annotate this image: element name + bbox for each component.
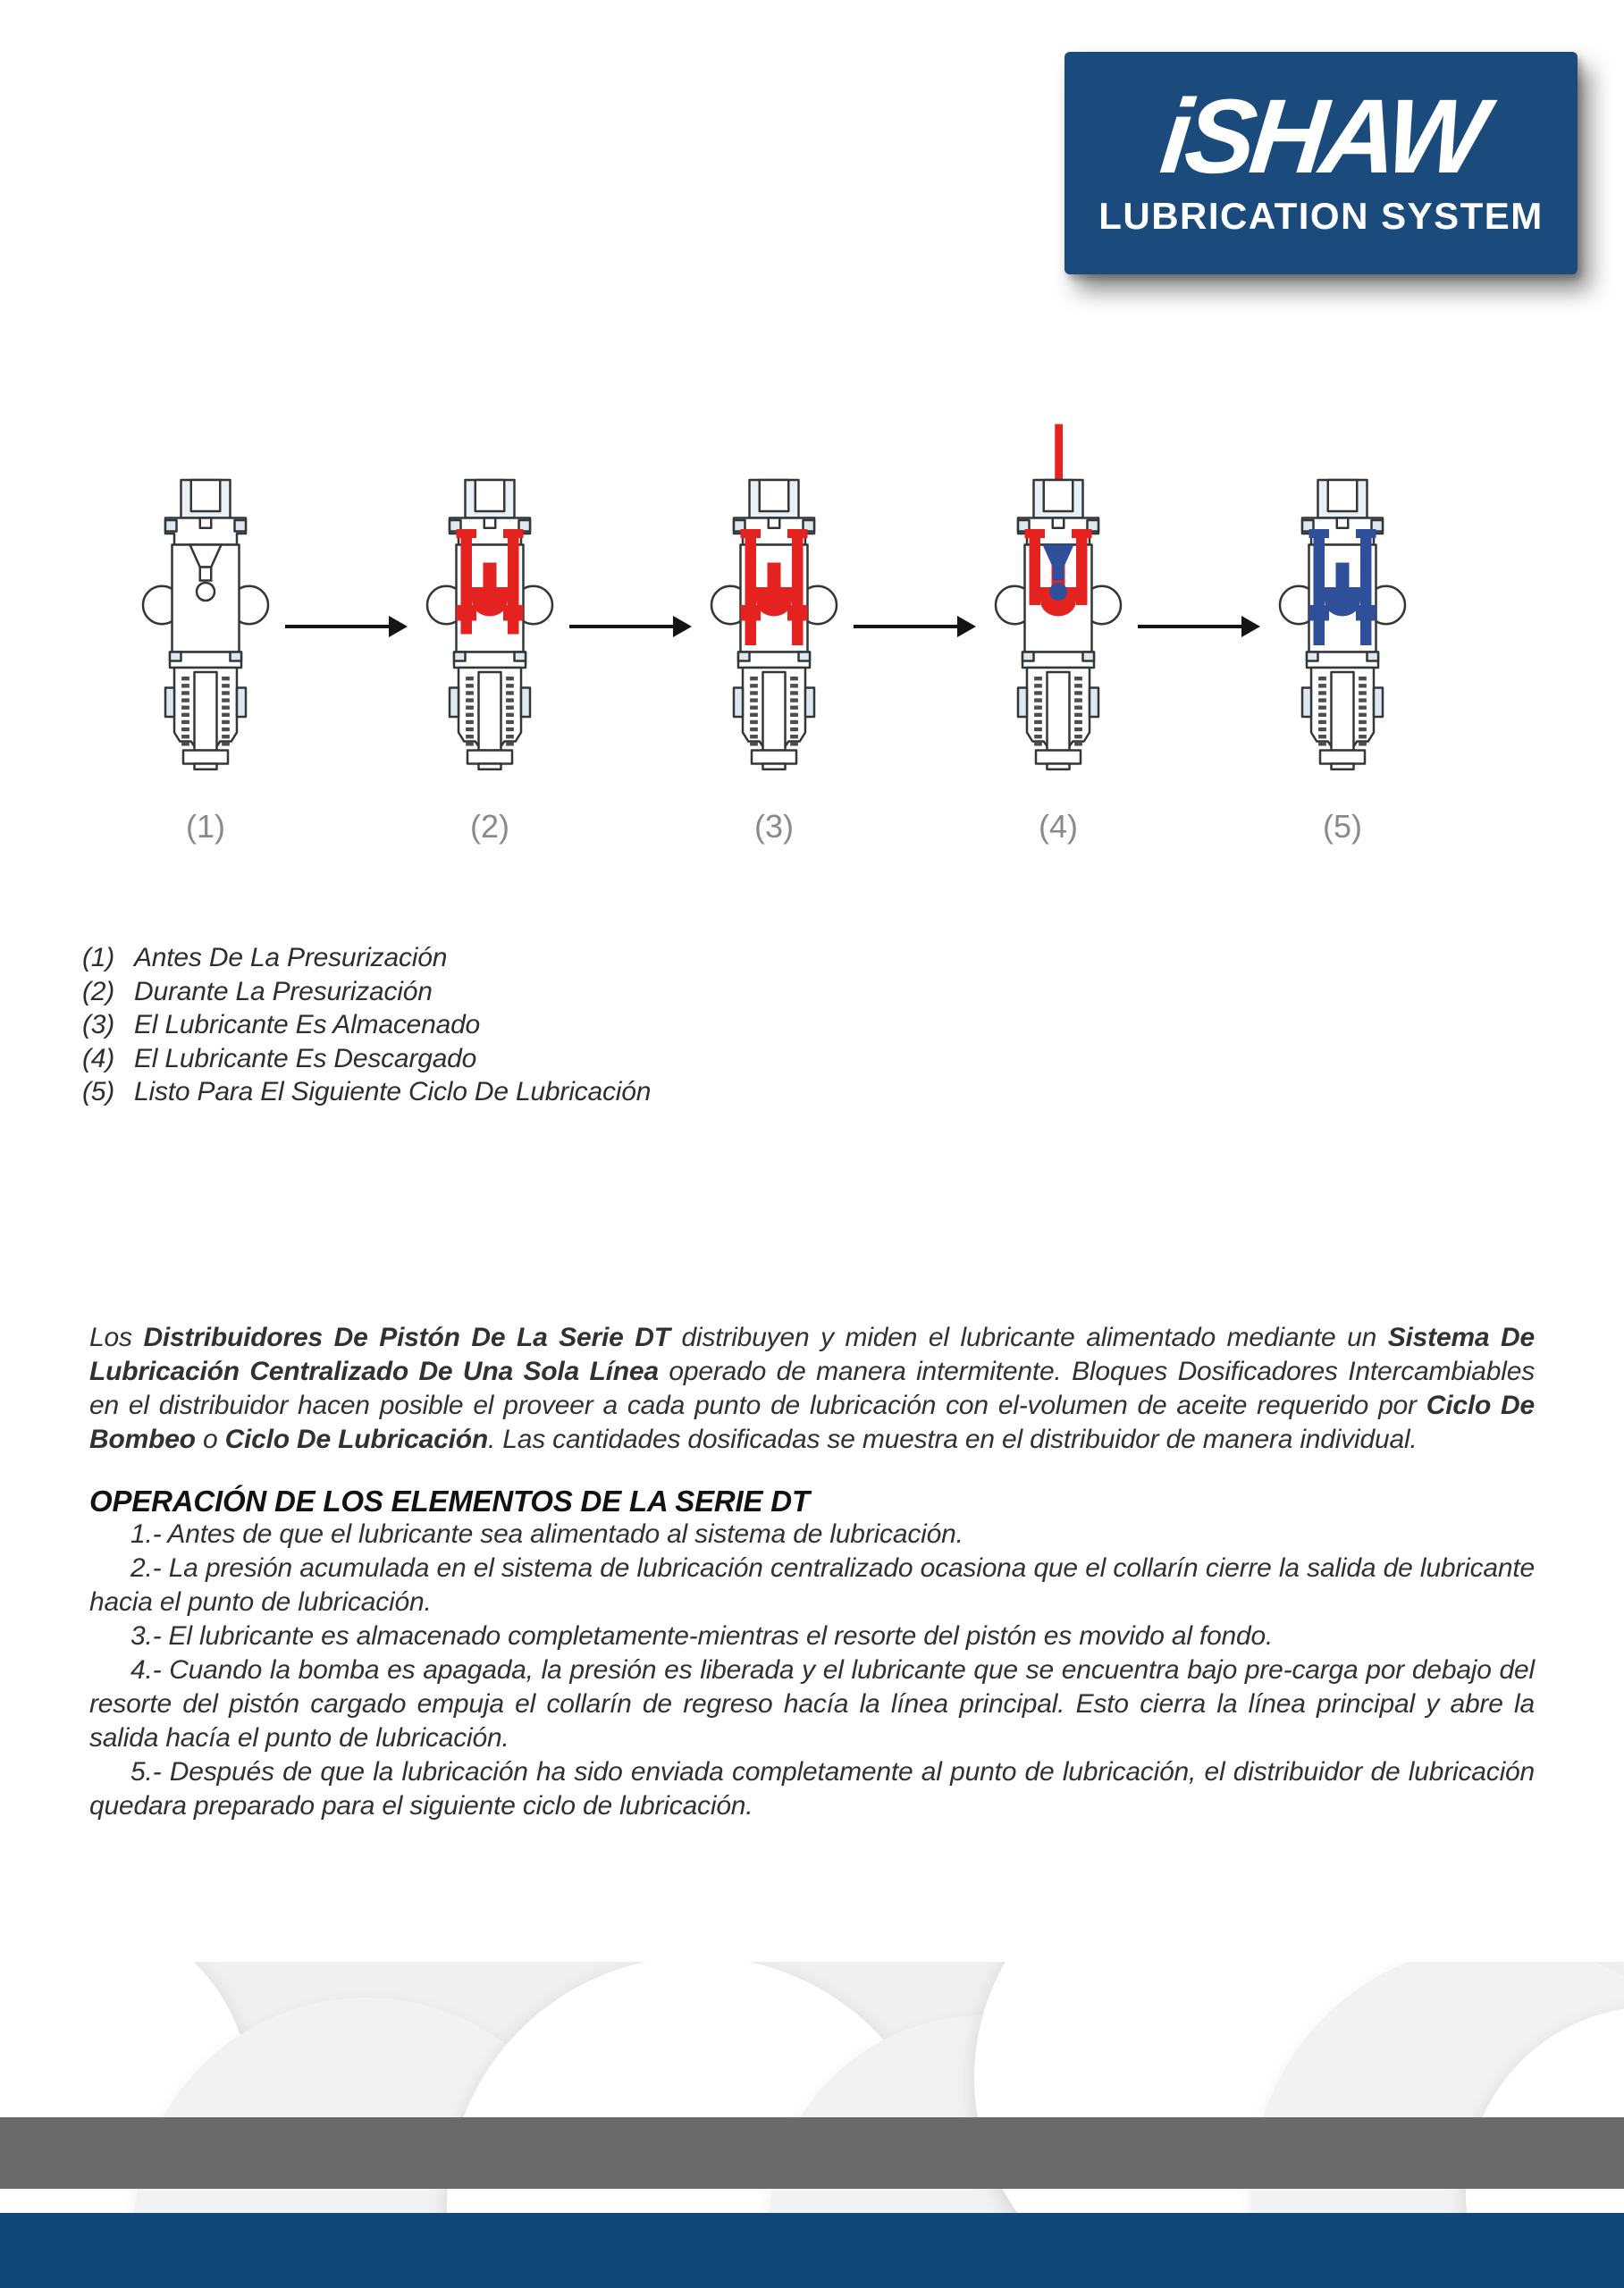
valve-cross-section <box>139 413 273 770</box>
intro-bold-run: Sistema De Lubricación Centralizado De Una Sola Línea <box>89 1323 1536 1386</box>
stage-label: (4) <box>1039 808 1078 845</box>
footer-gray-band <box>0 2117 1624 2189</box>
caption-text: Listo Para El Siguiente Ciclo De Lubricación <box>134 1077 652 1106</box>
steps-list <box>89 1518 1535 1823</box>
brand-wordmark: iSHAW <box>1155 77 1487 196</box>
caption-text: El Lubricante Es Descargado <box>134 1043 477 1073</box>
caption-num: (5) <box>82 1077 115 1106</box>
stage-label: (1) <box>186 808 225 845</box>
intro-text-run: Los <box>89 1323 144 1352</box>
caption-row <box>82 941 651 975</box>
stage-label: (2) <box>470 808 509 845</box>
caption-row <box>82 1008 651 1042</box>
stage-label: (3) <box>754 808 794 845</box>
caption-num: (1) <box>82 943 115 972</box>
section-heading: OPERACIÓN DE LOS ELEMENTOS DE LA SERIE DT <box>89 1485 810 1518</box>
caption-text: Antes De La Presurización <box>134 943 448 972</box>
company-logo <box>1064 52 1578 274</box>
valve-cross-section <box>423 413 557 770</box>
caption-row <box>82 975 651 1009</box>
caption-text: El Lubricante Es Almacenado <box>134 1010 481 1039</box>
intro-text-run: distribuyen y miden el lubricante alimentado mediante un <box>669 1323 1388 1352</box>
stage-label: (5) <box>1323 808 1362 845</box>
caption-row <box>82 1042 651 1076</box>
caption-num: (2) <box>82 976 115 1006</box>
intro-text-run: . Las cantidades dosificadas se muestra en el distribuidor de manera individual. <box>487 1425 1418 1454</box>
caption-num: (4) <box>82 1043 115 1073</box>
arrow-right-icon <box>285 625 391 628</box>
valve-cross-section <box>707 413 841 770</box>
valve-cross-section <box>991 413 1125 770</box>
intro-bold-run: Ciclo De Lubricación <box>224 1425 488 1454</box>
valve-cross-section <box>1275 413 1409 770</box>
step-item: 4.- Cuando la bomba es apagada, la presión es liberada y el lubricante que se encuentra bajo pre-carga por debajo del resorte del pistón cargado empuja el collarín de regreso hacía la línea principal. Esto cierra la línea principal y abre la salida hacía el punto de lubricación. <box>89 1655 1535 1753</box>
valve-stage <box>707 413 841 878</box>
intro-bold-run: Distribuidores De Pistón De La Serie DT <box>143 1323 670 1352</box>
footer-blue-band <box>0 2213 1624 2288</box>
arrow-right-icon <box>1138 625 1243 628</box>
arrow-right-icon <box>569 625 675 628</box>
valve-stage <box>423 413 557 878</box>
caption-row <box>82 1075 651 1109</box>
step-item: 2.- La presión acumulada en el sistema de lubricación centralizado ocasiona que el collarín cierre la salida de lubricante hacia el punto de lubricación. <box>89 1553 1535 1617</box>
arrow-right-icon <box>854 625 959 628</box>
brand-tagline: LUBRICATION SYSTEM <box>1098 194 1544 237</box>
valve-stage <box>991 413 1125 878</box>
step-item: 1.- Antes de que el lubricante sea alimentado al sistema de lubricación. <box>130 1519 963 1549</box>
intro-paragraph <box>89 1321 1535 1457</box>
valve-stage <box>1275 413 1409 878</box>
intro-bold-run: Ciclo De Bombeo <box>89 1391 1535 1454</box>
captions-list <box>82 941 651 1109</box>
intro-text-run: o <box>195 1425 225 1454</box>
diagram-row <box>139 413 1409 878</box>
step-item: 5.- Después de que la lubricación ha sido enviada completamente al punto de lubricación, el distribuidor de lubricación quedara preparado para el siguiente ciclo de lubricación. <box>89 1757 1535 1821</box>
intro-text-run: operado de manera intermitente. Bloques Dosificadores Intercambiables en el distribuidor hacen posible el proveer a cada punto de lubricación con el-volumen de aceite requerido por <box>89 1357 1535 1420</box>
step-item: 3.- El lubricante es almacenado completamente-mientras el resorte del pistón es movido al fondo. <box>130 1621 1274 1651</box>
caption-text: Durante La Presurización <box>134 976 433 1006</box>
caption-num: (3) <box>82 1010 115 1039</box>
valve-stage <box>139 413 273 878</box>
